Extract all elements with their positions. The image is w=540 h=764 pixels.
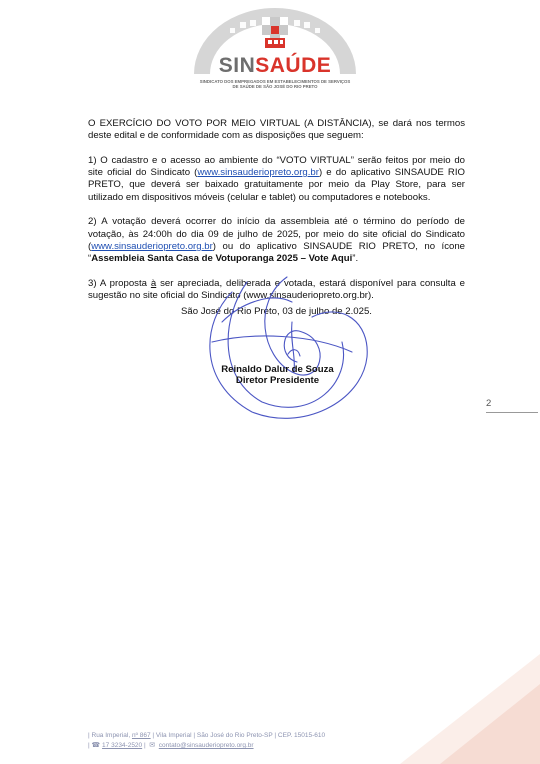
- phone-icon: ☎: [91, 742, 101, 749]
- paragraph-item-3: 3) A proposta à ser apreciada, deliberada e votada, estará disponível para consulta e sugestão no site oficial do Sindicato (www.sinsauderiopreto.org.br).: [88, 277, 466, 302]
- paragraph-item-2: 2) A votação deverá ocorrer do início da assembleia até o término do período de votação, às 24:00h do dia 09 de julho de 2025, por meio do site oficial do Sindicato (www.sinsauderiopreto.org.br) ou do aplicativo SINSAUDE RIO PRETO, no ícone “Assembleia Santa Casa de Votuporanga 2025 – Vote Aqui”.: [88, 216, 465, 265]
- mail-icon: ✉: [149, 742, 156, 749]
- footer-corner-decoration: [400, 654, 540, 764]
- app-icon-label: Assembleia Santa Casa de Votuporanga 2025 – Vote Aqui: [91, 253, 353, 265]
- logo-wordmark: SINSAÚDE: [218, 54, 332, 77]
- site-link[interactable]: www.sinsauderiopreto.org.br: [91, 240, 213, 252]
- handwritten-signature: [192, 262, 377, 427]
- cross-icon: [262, 17, 288, 48]
- page-number: 2: [486, 398, 492, 409]
- footer-email[interactable]: contato@sinsauderiopreto.org.br: [158, 742, 254, 749]
- footer-line-contact: | ☎ 17 3234-2520 | ✉ contato@sinsauderiopreto.org.br: [88, 742, 254, 749]
- logo-subtitle-1: SINDICATO DOS EMPREGADOS EM ESTABELECIMENTOS DE SERVIÇOS: [199, 79, 351, 84]
- logo-subtitle-2: DE SAÚDE DE SÃO JOSÉ DO RIO PRETO: [232, 84, 318, 89]
- signatory-name: Reinaldo Dalur de Souza: [221, 364, 334, 375]
- paragraph-intro: O EXERCÍCIO DO VOTO POR MEIO VIRTUAL (A DISTÂNCIA), se dará nos termos deste edital e de conformidade com as disposições que seguem:: [88, 118, 465, 142]
- footer-phone[interactable]: 17 3234-2520: [102, 742, 143, 749]
- footer-address: [88, 731, 388, 751]
- date-line: São José do Rio Preto, 03 de julho de 2.025.: [181, 306, 372, 317]
- site-link[interactable]: www.sinsauderiopreto.org.br: [197, 167, 319, 179]
- paragraph-item-1: 1) O cadastro e o acesso ao ambiente do “VOTO VIRTUAL” serão feitos por meio do site oficial do Sindicato (www.sinsauderiopreto.org.br) e do aplicativo SINSAUDE RIO PRETO, que deverá ser baixado gratuitamente por meio da Play Store, para ser utilizado em dispositivos móveis (celular e tablet) ou computadores e notebooks.: [88, 154, 465, 203]
- signatory-role: Diretor Presidente: [235, 375, 320, 386]
- page-number-rule: [486, 412, 538, 413]
- sinsaude-logo: [190, 8, 360, 94]
- footer-line-address: | Rua Imperial, nº 867 | Vila Imperial | São José do Rio Preto-SP | CEP. 15015-610: [88, 732, 326, 739]
